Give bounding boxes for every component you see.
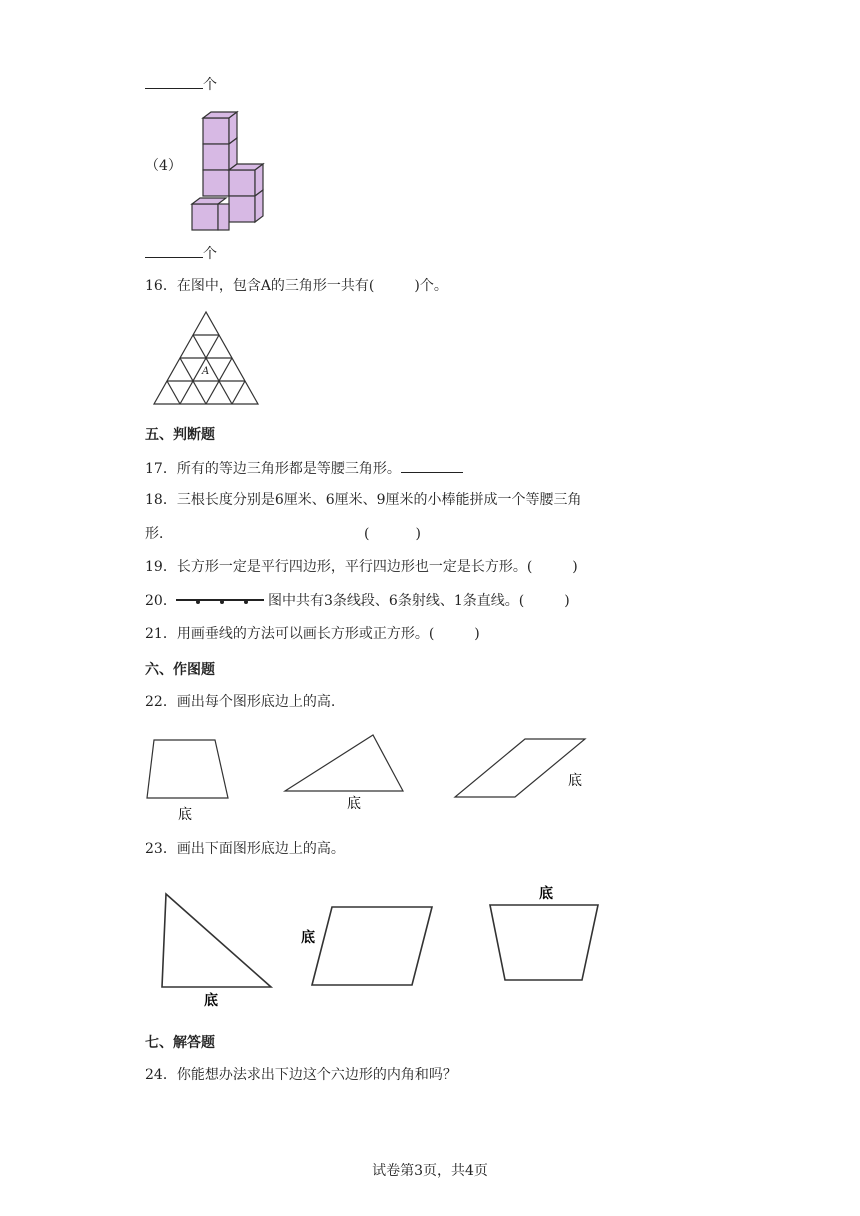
trapezoid-shape [147,740,228,798]
right-triangle-shape [162,894,271,987]
triangle-grid-figure [152,310,260,406]
question-17: 17．所有的等边三角形都是等腰三角形。 [145,458,463,478]
line-with-points-figure [176,595,264,607]
base-label: 底 [568,773,582,789]
answer-blank-3[interactable]: 个 [145,74,217,94]
parallelogram-shape [455,739,585,797]
section-7-title: 七、解答题 [145,1035,215,1051]
base-label: 底 [301,930,315,946]
page-footer: 试卷第3页，共4页 [372,1163,488,1179]
section-6-title: 六、作图题 [145,662,215,678]
blank-line[interactable] [145,74,203,89]
base-label: 底 [178,807,192,823]
question-21: 21．用画垂线的方法可以画长方形或正方形。( ) [145,626,480,642]
q23-figures [140,880,610,1010]
question-20-text: 图中共有3条线段、6条射线、1条直线。( ) [268,593,570,609]
question-18-answer[interactable]: ( ) [364,526,421,542]
triangle-shape [285,735,403,791]
question-20: 20． [145,593,177,609]
base-label: 底 [204,993,218,1009]
blank-line[interactable] [145,243,203,258]
answer-blank-4[interactable]: 个 [145,243,217,263]
parallelogram-shape [312,907,432,985]
question-18-line1: 18．三根长度分别是6厘米、6厘米、9厘米的小棒能拼成一个等腰三角 [145,492,582,508]
trapezoid-shape [490,905,598,980]
answer-blank[interactable] [401,458,463,473]
question-16: 16．在图中，包含A的三角形一共有( )个。 [145,278,448,294]
point-a-label: A [202,366,210,377]
question-19: 19．长方形一定是平行四边形，平行四边形也一定是长方形。( ) [145,559,578,575]
base-label: 底 [539,886,553,902]
base-label: 底 [347,796,361,812]
question-18-line2: 形． [145,526,173,542]
question-23: 23．画出下面图形底边上的高。 [145,841,345,857]
item-4-label: （4） [145,158,182,174]
question-24: 24．你能想办法求出下边这个六边形的内角和吗？ [145,1067,457,1083]
question-22: 22．画出每个图形底边上的高. [145,694,336,710]
cube-stack-figure [185,108,270,238]
q22-figures [140,730,600,825]
section-5-title: 五、判断题 [145,427,215,443]
